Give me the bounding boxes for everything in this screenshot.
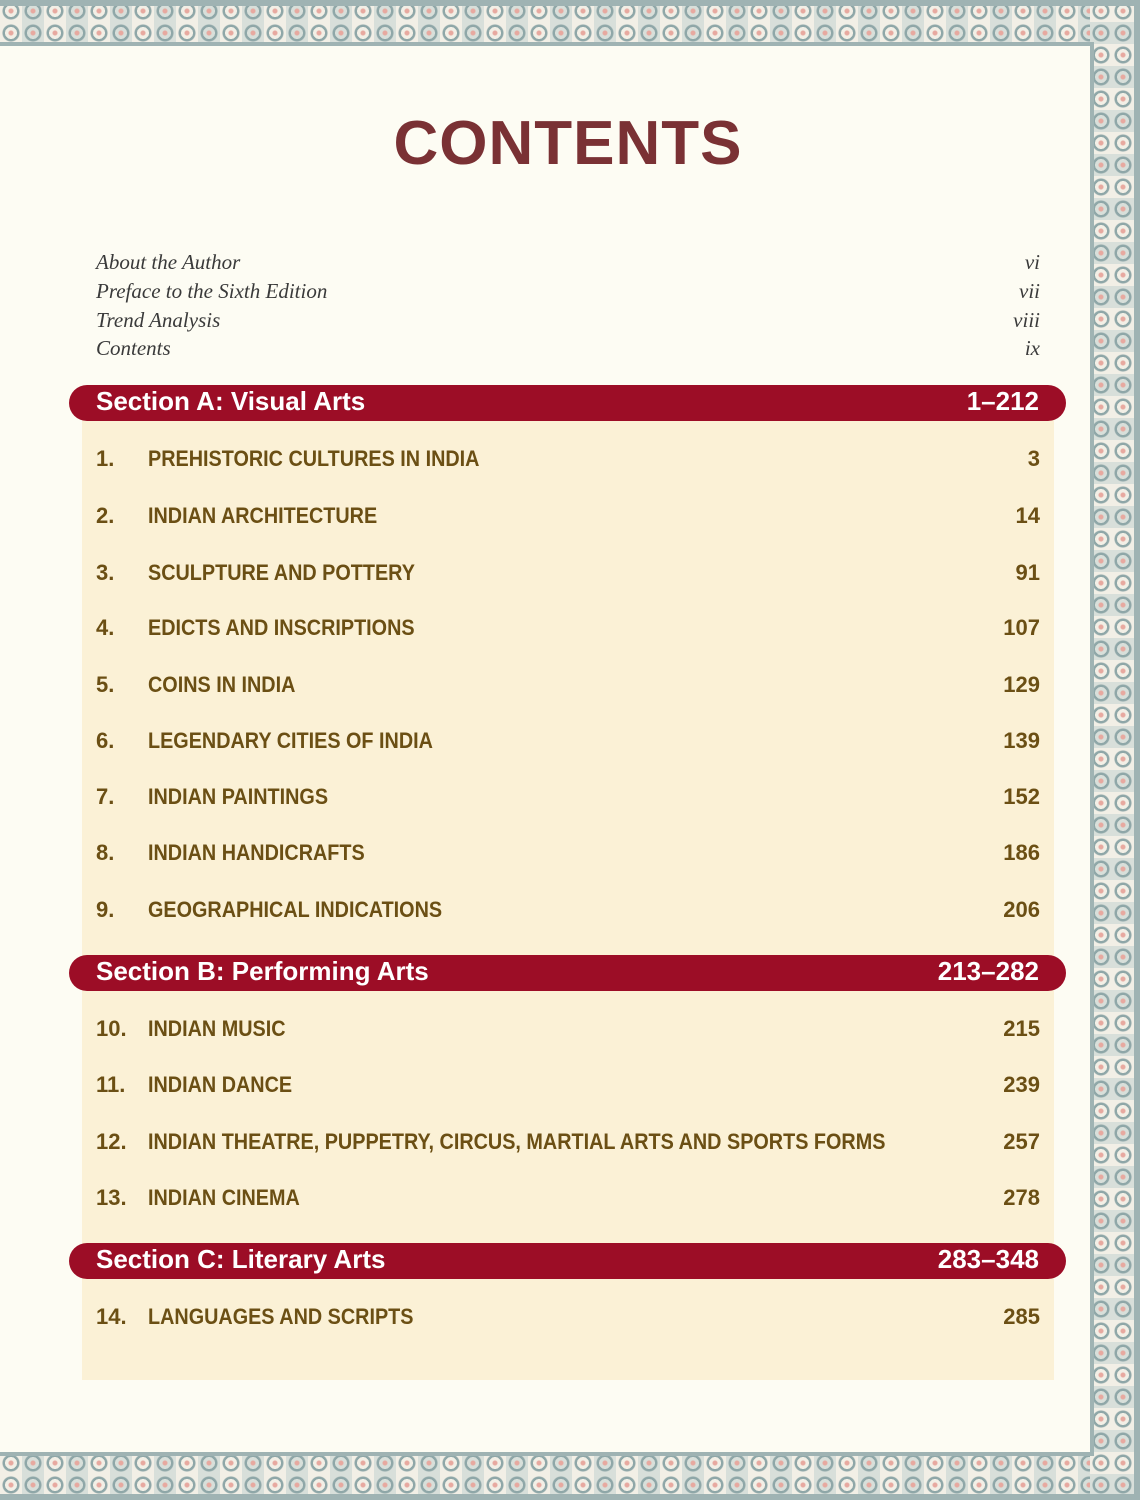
chapter-page: 152: [1003, 784, 1040, 809]
entry-page: vi: [1024, 250, 1040, 274]
chapter-page: 285: [1003, 1304, 1040, 1329]
section-header-c[interactable]: [69, 1243, 1066, 1279]
contents-panel: [82, 402, 1054, 1380]
chapter-page: 14: [1015, 503, 1040, 528]
border-edge-bottom: [0, 1494, 1140, 1500]
entry-title: Trend Analysis: [96, 308, 221, 332]
border-edge-right: [1134, 0, 1140, 1500]
chapter-page: 239: [1003, 1072, 1040, 1097]
chapter-entry[interactable]: [96, 1185, 1040, 1215]
chapter-entry[interactable]: [96, 897, 1040, 927]
chapter-number: 5.: [96, 672, 115, 697]
chapter-title: EDICTS AND INSCRIPTIONS: [148, 615, 415, 640]
chapter-number: 8.: [96, 840, 115, 865]
chapter-title: COINS IN INDIA: [148, 672, 296, 697]
chapter-title: INDIAN HANDICRAFTS: [148, 840, 365, 865]
chapter-entry[interactable]: [96, 1072, 1040, 1102]
chapter-entry[interactable]: [96, 784, 1040, 814]
chapter-page: 129: [1003, 672, 1040, 697]
front-matter-entry[interactable]: [96, 336, 1040, 364]
chapter-entry[interactable]: [96, 1304, 1040, 1334]
chapter-number: 14.: [96, 1304, 127, 1329]
chapter-page: 3: [1027, 446, 1040, 471]
frame-line-top: [0, 42, 1094, 46]
chapter-entry[interactable]: [96, 615, 1040, 645]
chapter-entry[interactable]: [96, 1016, 1040, 1046]
chapter-page: 91: [1015, 560, 1040, 585]
entry-title: About the Author: [96, 250, 241, 274]
chapter-number: 2.: [96, 503, 115, 528]
chapter-number: 9.: [96, 897, 115, 922]
section-header-b[interactable]: [69, 955, 1066, 991]
entry-page: viii: [1013, 308, 1040, 332]
chapter-page: 186: [1003, 840, 1040, 865]
chapter-number: 10.: [96, 1016, 127, 1041]
chapter-page: 206: [1003, 897, 1040, 922]
chapter-entry[interactable]: [96, 503, 1040, 533]
chapter-title: INDIAN PAINTINGS: [148, 784, 329, 809]
chapter-number: 6.: [96, 728, 115, 753]
chapter-title: LANGUAGES AND SCRIPTS: [148, 1304, 414, 1329]
section-page-range: 283–348: [937, 1244, 1039, 1274]
decorative-border-top: [0, 0, 1140, 46]
chapter-entry[interactable]: [96, 728, 1040, 758]
page-title: CONTENTS: [393, 109, 743, 178]
section-title: Section C: Literary Arts: [96, 1244, 386, 1274]
section-header-a[interactable]: [69, 385, 1066, 421]
chapter-number: 1.: [96, 446, 115, 471]
frame-line-bottom: [0, 1452, 1094, 1456]
chapter-entry[interactable]: [96, 1129, 1040, 1159]
chapter-title: SCULPTURE AND POTTERY: [148, 560, 415, 585]
section-title: Section B: Performing Arts: [96, 956, 429, 986]
frame-line-right: [1090, 42, 1094, 1456]
chapter-page: 215: [1003, 1016, 1040, 1041]
entry-page: vii: [1019, 279, 1040, 303]
border-edge-top: [0, 0, 1140, 6]
front-matter-entry[interactable]: [96, 308, 1040, 336]
chapter-title: GEOGRAPHICAL INDICATIONS: [148, 897, 443, 922]
chapter-entry[interactable]: [96, 840, 1040, 870]
chapter-number: 7.: [96, 784, 115, 809]
chapter-page: 257: [1003, 1129, 1040, 1154]
section-page-range: 1–212: [966, 386, 1039, 416]
entry-title: Preface to the Sixth Edition: [96, 279, 328, 303]
entry-title: Contents: [96, 336, 171, 360]
section-page-range: 213–282: [937, 956, 1039, 986]
section-title: Section A: Visual Arts: [96, 386, 366, 416]
chapter-number: 13.: [96, 1185, 127, 1210]
decorative-border-right: [1090, 0, 1140, 1500]
chapter-title: INDIAN THEATRE, PUPPETRY, CIRCUS, MARTIAL ARTS AND SPORTS FORMS: [148, 1129, 886, 1154]
chapter-entry[interactable]: [96, 560, 1040, 590]
chapter-number: 11.: [96, 1072, 126, 1097]
chapter-number: 4.: [96, 615, 115, 640]
chapter-number: 3.: [96, 560, 115, 585]
front-matter-entry[interactable]: [96, 250, 1040, 278]
chapter-title: PREHISTORIC CULTURES IN INDIA: [148, 446, 480, 471]
chapter-number: 12.: [96, 1129, 127, 1154]
entry-page: ix: [1024, 336, 1040, 360]
chapter-title: INDIAN CINEMA: [148, 1185, 300, 1210]
chapter-title: INDIAN MUSIC: [148, 1016, 286, 1041]
front-matter-entry[interactable]: [96, 279, 1040, 307]
chapter-page: 139: [1003, 728, 1040, 753]
chapter-entry[interactable]: [96, 446, 1040, 476]
decorative-border-bottom: [0, 1452, 1140, 1500]
chapter-page: 278: [1003, 1185, 1040, 1210]
chapter-page: 107: [1003, 615, 1040, 640]
chapter-title: INDIAN DANCE: [148, 1072, 293, 1097]
chapter-entry[interactable]: [96, 672, 1040, 702]
chapter-title: INDIAN ARCHITECTURE: [148, 503, 378, 528]
chapter-title: LEGENDARY CITIES OF INDIA: [148, 728, 433, 753]
